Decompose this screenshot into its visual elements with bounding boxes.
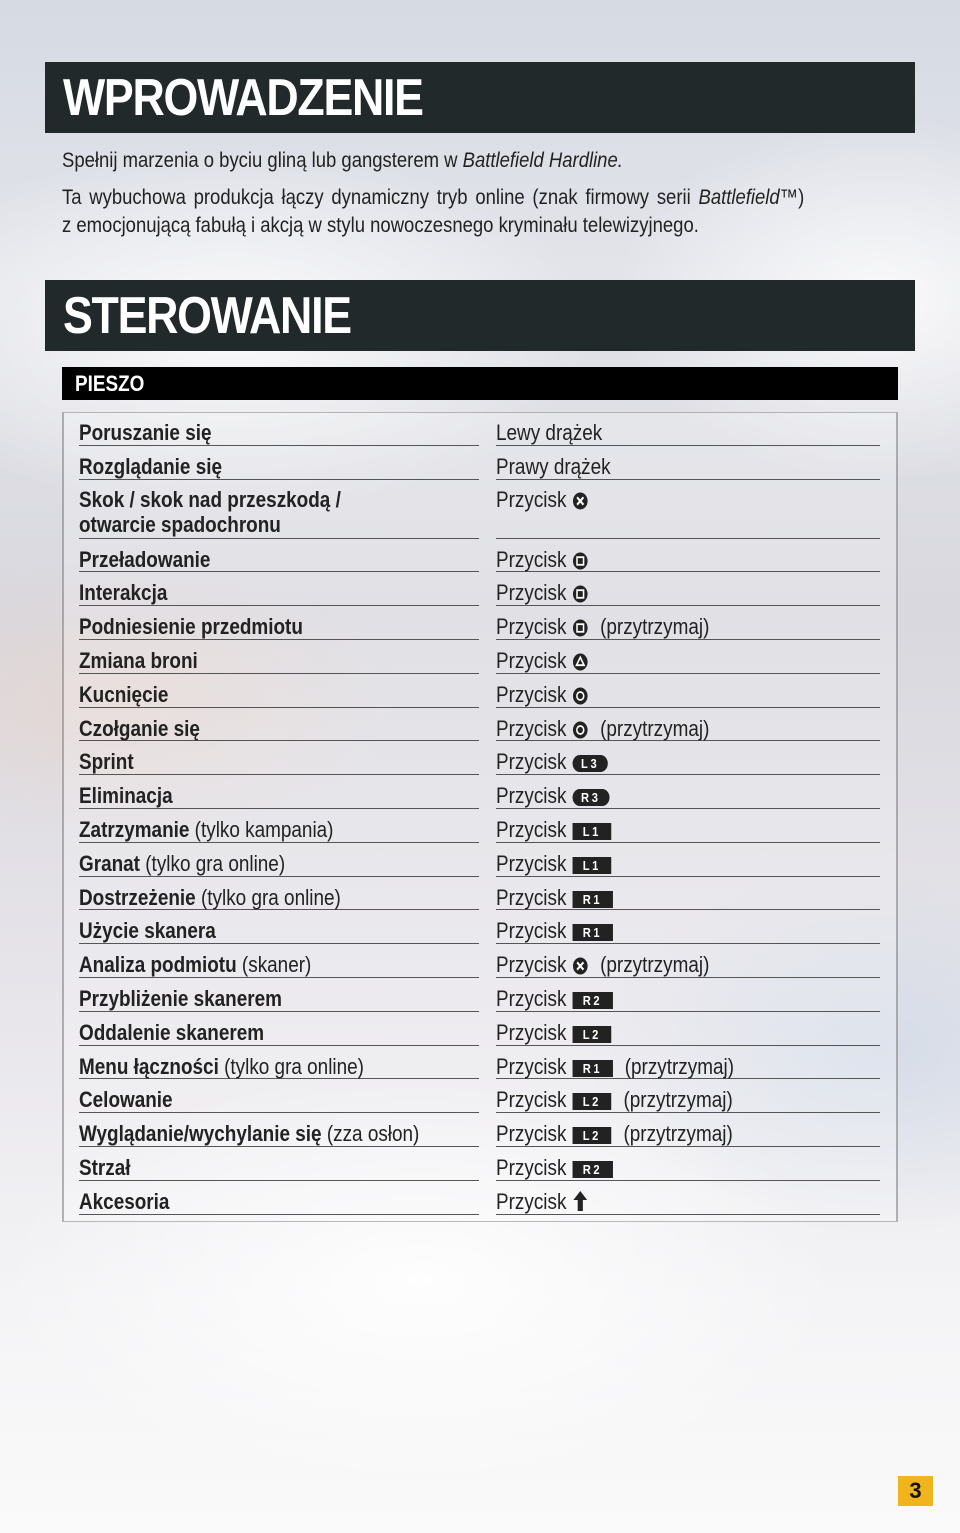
- table-row: [79, 708, 880, 742]
- action-label: Przybliżenie skanerem: [79, 986, 282, 1011]
- binding-label: Przycisk: [496, 546, 567, 572]
- circle-button-icon: [572, 719, 587, 744]
- binding-cell: [496, 640, 880, 674]
- button-badge: R2: [572, 992, 612, 1009]
- table-row: [79, 741, 880, 775]
- table-row: [79, 1147, 880, 1181]
- table-row: [79, 809, 880, 843]
- action-cell: [79, 1181, 479, 1215]
- cross-button-icon: [572, 490, 587, 515]
- binding-cell: [496, 1046, 880, 1080]
- binding-cell: [496, 1181, 880, 1215]
- action-label-line-1: Skok / skok nad przeszkodą /: [79, 486, 341, 512]
- circle-button-icon: [572, 685, 587, 710]
- table-row: [79, 843, 880, 877]
- action-label: Kucnięcie: [79, 681, 169, 707]
- action-label: Zatrzymanie: [79, 817, 190, 842]
- action-label: Sprint: [79, 749, 134, 775]
- action-cell: [79, 1012, 479, 1046]
- binding-cell: [496, 708, 880, 742]
- button-badge: L1: [572, 823, 611, 840]
- action-cell: [79, 1046, 479, 1080]
- binding-label: Przycisk: [496, 715, 567, 741]
- cross-button-icon: [572, 955, 587, 980]
- binding-cell: [496, 446, 880, 480]
- table-row: [79, 1181, 880, 1215]
- square-button-icon: [572, 583, 587, 608]
- action-cell: [79, 978, 479, 1012]
- action-note: (tylko kampania): [194, 817, 334, 842]
- action-cell: [79, 741, 479, 775]
- table-row: [79, 775, 880, 809]
- binding-cell: [496, 843, 880, 877]
- binding-cell: [496, 944, 880, 978]
- binding-label: Przycisk: [496, 614, 567, 640]
- button-badge: R1: [572, 1060, 612, 1077]
- binding-cell: [496, 775, 880, 809]
- binding-cell: [496, 1113, 880, 1147]
- button-badge: R1: [572, 891, 612, 908]
- binding-label: Prawy drążek: [496, 453, 611, 479]
- action-cell: [79, 572, 479, 606]
- action-cell: [79, 412, 479, 446]
- intro-heading-bar: [45, 62, 915, 133]
- intro-p2-line-1: [62, 184, 902, 212]
- action-cell: [79, 640, 479, 674]
- binding-cell: [496, 539, 880, 573]
- action-note: (zza osłon): [326, 1121, 420, 1147]
- action-cell: [79, 1147, 479, 1181]
- action-label: Interakcja: [79, 580, 168, 606]
- section-title: PIESZO: [75, 371, 145, 396]
- action-cell: [79, 539, 479, 573]
- table-row: [79, 978, 880, 1012]
- action-label: Przeładowanie: [79, 546, 211, 572]
- controls-heading-bar: [45, 280, 915, 351]
- button-badge: L2: [572, 1026, 611, 1043]
- intro-paragraph-1: [62, 147, 902, 175]
- binding-cell: [496, 572, 880, 606]
- dpad-up-icon: [572, 1190, 587, 1217]
- hold-note: (przytrzymaj): [600, 715, 710, 741]
- button-badge: L1: [572, 857, 611, 874]
- binding-label: Przycisk: [496, 1121, 567, 1147]
- intro-p2-line-2: z emocjonującą fabułą i akcją w stylu nowoczesnego kryminału telewizyjnego.: [62, 214, 699, 237]
- binding-label: Przycisk: [496, 986, 567, 1011]
- button-badge: L2: [572, 1093, 611, 1110]
- intro-p1-game-title: Battlefield Hardline.: [462, 149, 623, 172]
- section-bar-on-foot: [62, 367, 898, 400]
- binding-label: Przycisk: [496, 1019, 567, 1045]
- hold-note: (przytrzymaj): [623, 1121, 733, 1147]
- square-button-icon: [572, 617, 587, 642]
- action-cell: [79, 944, 479, 978]
- binding-cell: [496, 877, 880, 911]
- table-row: [79, 1113, 880, 1147]
- binding-label: Przycisk: [496, 648, 567, 673]
- table-row: [79, 446, 880, 480]
- table-row: [79, 640, 880, 674]
- action-cell: [79, 674, 479, 708]
- binding-label: Przycisk: [496, 817, 567, 842]
- table-row: [79, 572, 880, 606]
- table-row: [79, 1079, 880, 1113]
- table-row: [79, 944, 880, 978]
- button-badge: R2: [572, 1161, 612, 1178]
- binding-cell: [496, 910, 880, 944]
- hold-note: (przytrzymaj): [600, 952, 710, 978]
- binding-cell: [496, 606, 880, 640]
- action-label: Zmiana broni: [79, 648, 198, 673]
- hold-note: (przytrzymaj): [624, 1053, 735, 1079]
- binding-cell: [496, 1147, 880, 1181]
- action-cell: [79, 446, 479, 480]
- action-note: (tylko gra online): [224, 1053, 364, 1079]
- intro-heading: WPROWADZENIE: [63, 69, 423, 127]
- action-label: Menu łączności: [79, 1053, 219, 1079]
- binding-label: Przycisk: [496, 681, 567, 707]
- binding-label: Przycisk: [496, 486, 567, 512]
- binding-label: Lewy drążek: [496, 420, 603, 445]
- binding-label: Przycisk: [496, 884, 567, 910]
- table-row: [79, 674, 880, 708]
- binding-cell: [496, 1079, 880, 1113]
- binding-label: Przycisk: [496, 1087, 567, 1113]
- action-label: Rozglądanie się: [79, 453, 223, 479]
- intro-p2-game-title: Battlefield™: [698, 186, 799, 209]
- action-label: Poruszanie się: [79, 420, 212, 445]
- triangle-button-icon: [572, 651, 587, 676]
- controls-heading: STEROWANIE: [63, 287, 351, 345]
- binding-label: Przycisk: [496, 1188, 567, 1214]
- action-label: Wyglądanie/wychylanie się: [79, 1121, 322, 1147]
- table-row: [79, 480, 880, 539]
- action-cell: [79, 910, 479, 944]
- action-cell: [79, 1113, 479, 1147]
- action-label: Strzał: [79, 1155, 131, 1180]
- binding-cell: [496, 480, 880, 539]
- binding-label: Przycisk: [496, 850, 567, 876]
- action-cell: [79, 708, 479, 742]
- intro-p2-line1-text: Ta wybuchowa produkcja łączy dynamiczny tryb online (znak firmowy serii: [62, 186, 699, 209]
- action-label: Eliminacja: [79, 783, 173, 809]
- table-row: [79, 910, 880, 944]
- button-badge: R1: [572, 924, 612, 941]
- action-cell: [79, 775, 479, 809]
- table-row: [79, 1046, 880, 1080]
- binding-label: Przycisk: [496, 1155, 567, 1180]
- binding-label: Przycisk: [496, 783, 567, 809]
- action-note: (tylko gra online): [145, 850, 286, 876]
- intro-p2-line1-after: ): [798, 186, 805, 209]
- action-label: Użycie skanera: [79, 918, 216, 944]
- action-label: Analiza podmiotu: [79, 952, 237, 978]
- action-label: Akcesoria: [79, 1188, 170, 1214]
- binding-label: Przycisk: [496, 580, 567, 606]
- square-button-icon: [572, 550, 587, 575]
- action-label: Granat: [79, 850, 140, 876]
- button-badge: R3: [572, 789, 609, 806]
- binding-label: Przycisk: [496, 918, 567, 944]
- binding-label: Przycisk: [496, 952, 567, 978]
- action-label: Podniesienie przedmiotu: [79, 614, 303, 640]
- binding-cell: [496, 674, 880, 708]
- button-badge: L2: [572, 1127, 611, 1144]
- action-label-line-2: otwarcie spadochronu: [79, 511, 281, 537]
- binding-cell: [496, 741, 880, 775]
- intro-paragraph-2: [62, 184, 902, 240]
- action-label: Oddalenie skanerem: [79, 1019, 265, 1045]
- action-cell: [79, 809, 479, 843]
- table-row: [79, 877, 880, 911]
- page-number: 3: [898, 1476, 933, 1506]
- binding-cell: [496, 1012, 880, 1046]
- hold-note: (przytrzymaj): [623, 1087, 733, 1113]
- action-cell: [79, 877, 479, 911]
- table-row: [79, 412, 880, 446]
- action-label: Czołganie się: [79, 715, 200, 741]
- binding-label: Przycisk: [496, 1053, 567, 1079]
- table-row: [79, 539, 880, 573]
- hold-note: (przytrzymaj): [600, 614, 710, 640]
- action-cell: [79, 480, 479, 539]
- binding-cell: [496, 412, 880, 446]
- binding-label: Przycisk: [496, 749, 567, 775]
- table-row: [79, 606, 880, 640]
- action-cell: [79, 843, 479, 877]
- action-cell: [79, 1079, 479, 1113]
- button-badge: L3: [572, 755, 607, 772]
- binding-cell: [496, 809, 880, 843]
- action-note: (skaner): [241, 952, 312, 978]
- action-label: Dostrzeżenie: [79, 884, 196, 910]
- action-cell: [79, 606, 479, 640]
- action-note: (tylko gra online): [200, 884, 341, 910]
- table-row: [79, 1012, 880, 1046]
- intro-p1-text: Spełnij marzenia o byciu gliną lub gangsterem w: [62, 149, 463, 172]
- action-label: Celowanie: [79, 1087, 173, 1113]
- binding-cell: [496, 978, 880, 1012]
